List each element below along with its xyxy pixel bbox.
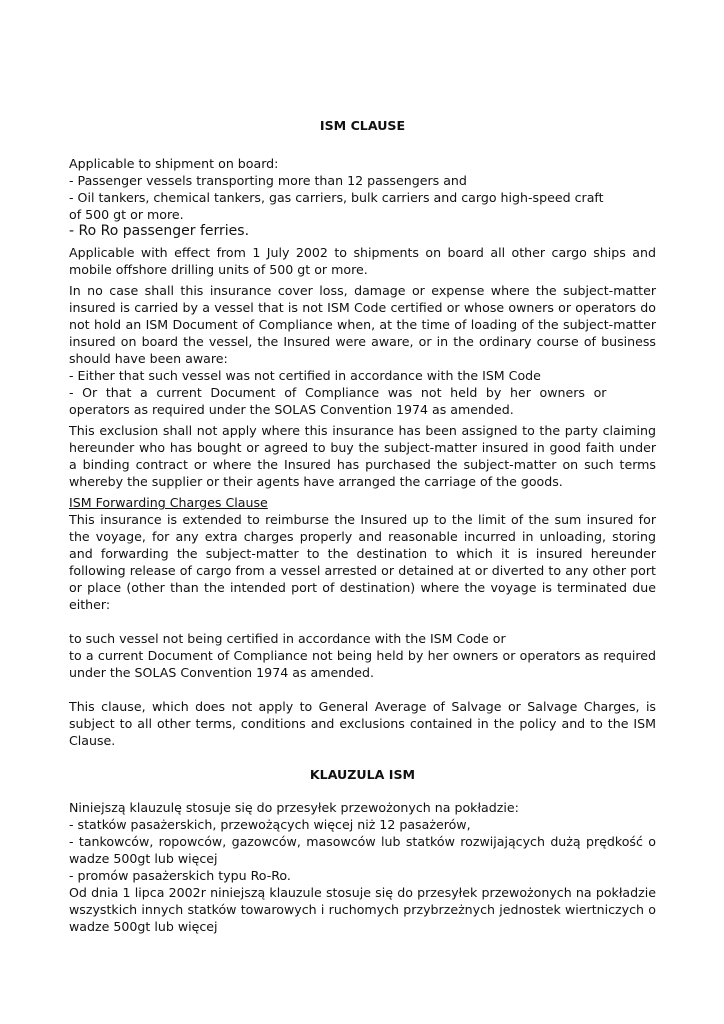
polish-ferries-line: - promów pasażerskich typu Ro-Ro. xyxy=(69,868,291,883)
polish-effect-paragraph: Od dnia 1 lipca 2002r niniejszą klauzule stosuje się do przesyłek przewożonych na pokładzie wszystkich innych statków towarowych i ruchomych przybrzeżnych jednostek wiertniczych o wadze 500gt lub więcej xyxy=(69,885,656,934)
forwarding-clause-title: ISM Forwarding Charges Clause xyxy=(69,495,268,510)
forwarding-paragraph-2: to a current Document of Compliance not being held by her owners or operators as required under the SOLAS Convention 1974 as amended. xyxy=(69,648,656,680)
exclusion-paragraph: This exclusion shall not apply where this insurance has been assigned to the party claiming hereunder who has bought or agreed to buy the subject-matter insured in good faith under a binding contract or where the Insured has purchased the subject-matter on such terms whereby the supplier or their agents have arranged the carriage of the goods. xyxy=(69,423,656,489)
document-body xyxy=(69,117,656,935)
klauzula-ism-title: KLAUZULA ISM xyxy=(309,767,416,782)
no-case-paragraph: In no case shall this insurance cover loss, damage or expense where the subject-matter insured is carried by a vessel that is not ISM Code certified or whose owners or operators do not hold an ISM Document of Compliance when, at the time of loading of the subject-matter insured on board the vessel, the Insured were aware, or in the ordinary course of business should have been aware: xyxy=(69,283,656,366)
applicable-line: of 500 gt or more. xyxy=(69,207,184,222)
no-case-bullet: - Or that a current Document of Compliance was not held by her owners or xyxy=(69,385,607,400)
polish-tankers-paragraph: - tankowców, ropowców, gazowców, masowców lub statków rozwijających dużą prędkość o wadze 500gt lub więcej xyxy=(69,834,656,866)
applicable-line-ferries: - Ro Ro passenger ferries. xyxy=(69,223,250,239)
forwarding-paragraph: This insurance is extended to reimburse the Insured up to the limit of the sum insured for the voyage, for any extra charges properly and reasonable incurred in unloading, storing and forwarding the subject-matter to the destination to which it is insured hereunder following release of cargo from a vessel arrested or detained at or diverted to any other port or place (other than the intended port of destination) where the voyage is terminated due either: xyxy=(69,512,656,612)
polish-line: Niniejszą klauzulę stosuje się do przesyłek przewożonych na pokładzie: xyxy=(69,800,519,815)
no-case-bullet: operators as required under the SOLAS Convention 1974 as amended. xyxy=(69,402,514,417)
applicable-line: - Oil tankers, chemical tankers, gas carriers, bulk carriers and cargo high-speed craft xyxy=(69,190,604,205)
no-case-bullet: - Either that such vessel was not certified in accordance with the ISM Code xyxy=(69,368,541,383)
closing-paragraph: This clause, which does not apply to General Average of Salvage or Salvage Charges, is subject to all other terms, conditions and exclusions contained in the policy and to the ISM Clause. xyxy=(69,699,656,748)
ism-clause-title: ISM CLAUSE xyxy=(319,118,406,133)
forwarding-line: to such vessel not being certified in accordance with the ISM Code or xyxy=(69,631,506,646)
applicable-section xyxy=(69,155,656,240)
effect-paragraph: Applicable with effect from 1 July 2002 to shipments on board all other cargo ships and mobile offshore drilling units of 500 gt or more. xyxy=(69,245,656,277)
polish-line: - statków pasażerskich, przewożących więcej niż 12 pasażerów, xyxy=(69,817,471,832)
applicable-line: - Passenger vessels transporting more than 12 passengers and xyxy=(69,173,467,188)
applicable-line: Applicable to shipment on board: xyxy=(69,156,279,171)
